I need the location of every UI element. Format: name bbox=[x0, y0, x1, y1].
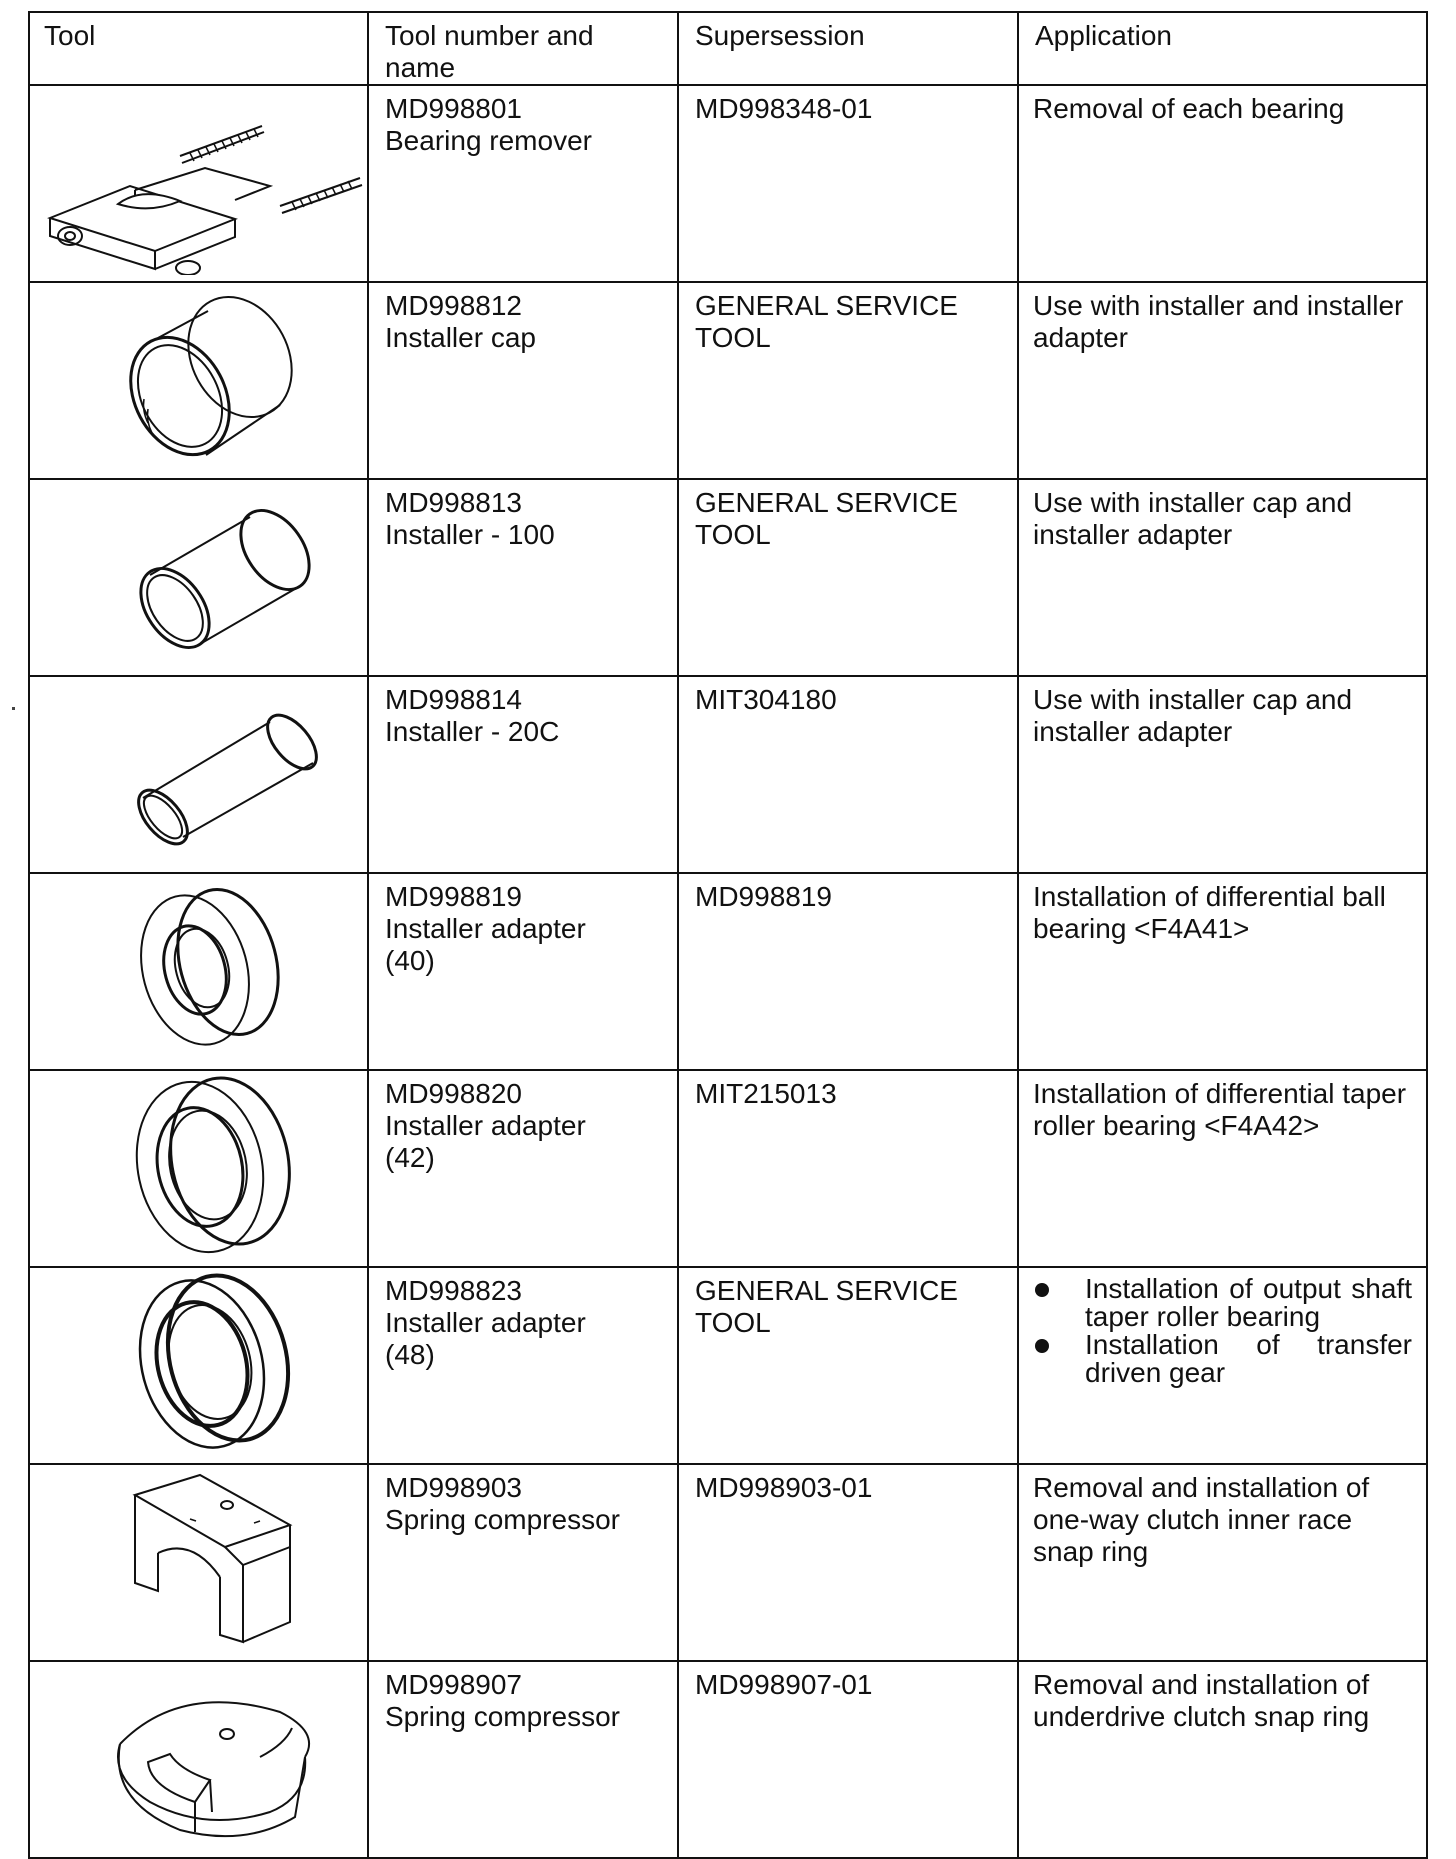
installer-adapter-42-icon bbox=[30, 1071, 367, 1260]
application-cell: Use with installer and installer adapter bbox=[1018, 282, 1427, 479]
tool-image-cell bbox=[29, 1267, 368, 1464]
tool-number-name-cell bbox=[368, 1661, 678, 1858]
table-row bbox=[29, 1464, 1427, 1661]
tool-number-name-cell bbox=[368, 282, 678, 479]
installer-100-icon bbox=[30, 480, 367, 669]
application-cell: Use with installer cap and installer adapter bbox=[1018, 479, 1427, 676]
application-cell: Removal of each bearing bbox=[1018, 85, 1427, 282]
header-number-name: Tool number and name bbox=[368, 12, 678, 85]
supersession-cell: MD998903-01 bbox=[678, 1464, 1018, 1661]
tool-number-name-cell bbox=[368, 1070, 678, 1267]
installer-adapter-48-icon bbox=[30, 1268, 367, 1457]
header-tool: Tool bbox=[29, 12, 368, 85]
tool-name: Installer adapter bbox=[385, 1110, 586, 1141]
application-bullet-item: Installation of transfer driven gear bbox=[1033, 1331, 1412, 1387]
tool-number: MD998907 bbox=[385, 1669, 522, 1700]
tool-number: MD998813 bbox=[385, 487, 522, 518]
tool-name: Installer - 20C bbox=[385, 716, 560, 747]
tool-number: MD998814 bbox=[385, 684, 522, 715]
table-row bbox=[29, 676, 1427, 873]
tool-number: MD998903 bbox=[385, 1472, 522, 1503]
tool-image-cell bbox=[29, 1464, 368, 1661]
tool-image-cell bbox=[29, 676, 368, 873]
supersession-cell: MD998907-01 bbox=[678, 1661, 1018, 1858]
tool-name: Installer adapter bbox=[385, 1307, 586, 1338]
tool-size: (40) bbox=[385, 945, 435, 976]
supersession-cell: GENERAL SERVICE TOOL bbox=[678, 282, 1018, 479]
special-tools-table bbox=[28, 11, 1428, 1859]
supersession-cell: GENERAL SERVICE TOOL bbox=[678, 479, 1018, 676]
table-header-row bbox=[29, 12, 1427, 85]
table-row bbox=[29, 1661, 1427, 1858]
installer-200-icon bbox=[30, 677, 367, 866]
table-row bbox=[29, 479, 1427, 676]
spring-compressor-icon bbox=[30, 1465, 367, 1654]
tool-number-name-cell bbox=[368, 873, 678, 1070]
bearing-remover-icon bbox=[30, 86, 367, 275]
application-cell: Installation of differential taper roller bearing <F4A42> bbox=[1018, 1070, 1427, 1267]
installer-cap-icon bbox=[30, 283, 367, 472]
tool-image-cell bbox=[29, 1070, 368, 1267]
tool-number: MD998820 bbox=[385, 1078, 522, 1109]
application-list bbox=[1033, 1275, 1412, 1387]
tool-number: MD998823 bbox=[385, 1275, 522, 1306]
table-row bbox=[29, 282, 1427, 479]
table-row bbox=[29, 85, 1427, 282]
application-cell: Removal and installation of one-way clutch inner race snap ring bbox=[1018, 1464, 1427, 1661]
application-cell bbox=[1018, 1267, 1427, 1464]
tool-number-name-cell bbox=[368, 85, 678, 282]
supersession-cell: MIT215013 bbox=[678, 1070, 1018, 1267]
tool-number-name-cell bbox=[368, 1464, 678, 1661]
tool-name: Installer cap bbox=[385, 322, 536, 353]
tool-image-cell bbox=[29, 873, 368, 1070]
tool-name: Installer adapter bbox=[385, 913, 586, 944]
tool-name: Spring compressor bbox=[385, 1504, 620, 1535]
tool-number-name-cell bbox=[368, 479, 678, 676]
header-application: Application bbox=[1018, 12, 1427, 85]
tool-number-name-cell bbox=[368, 1267, 678, 1464]
supersession-cell: MD998348-01 bbox=[678, 85, 1018, 282]
tool-name: Bearing remover bbox=[385, 125, 592, 156]
tool-name: Spring compressor bbox=[385, 1701, 620, 1732]
tool-number: MD998819 bbox=[385, 881, 522, 912]
tool-number: MD998801 bbox=[385, 93, 522, 124]
supersession-cell: MD998819 bbox=[678, 873, 1018, 1070]
tool-image-cell bbox=[29, 282, 368, 479]
installer-adapter-40-icon bbox=[30, 874, 367, 1063]
supersession-cell: MIT304180 bbox=[678, 676, 1018, 873]
supersession-cell: GENERAL SERVICE TOOL bbox=[678, 1267, 1018, 1464]
tool-name: Installer - 100 bbox=[385, 519, 555, 550]
tool-size: (42) bbox=[385, 1142, 435, 1173]
table-row bbox=[29, 873, 1427, 1070]
application-bullet-item: Installation of output shaft taper roller bearing bbox=[1033, 1275, 1412, 1331]
tool-size: (48) bbox=[385, 1339, 435, 1370]
application-cell: Use with installer cap and installer adapter bbox=[1018, 676, 1427, 873]
tool-image-cell bbox=[29, 479, 368, 676]
table-row bbox=[29, 1070, 1427, 1267]
tool-image-cell bbox=[29, 1661, 368, 1858]
tool-image-cell bbox=[29, 85, 368, 282]
spring-compressor-round-icon bbox=[30, 1662, 367, 1851]
tool-number: MD998812 bbox=[385, 290, 522, 321]
scan-speck bbox=[12, 707, 15, 710]
tool-number-name-cell bbox=[368, 676, 678, 873]
application-cell: Removal and installation of underdrive clutch snap ring bbox=[1018, 1661, 1427, 1858]
header-supersession: Supersession bbox=[678, 12, 1018, 85]
table-row bbox=[29, 1267, 1427, 1464]
application-cell: Installation of differential ball bearing <F4A41> bbox=[1018, 873, 1427, 1070]
